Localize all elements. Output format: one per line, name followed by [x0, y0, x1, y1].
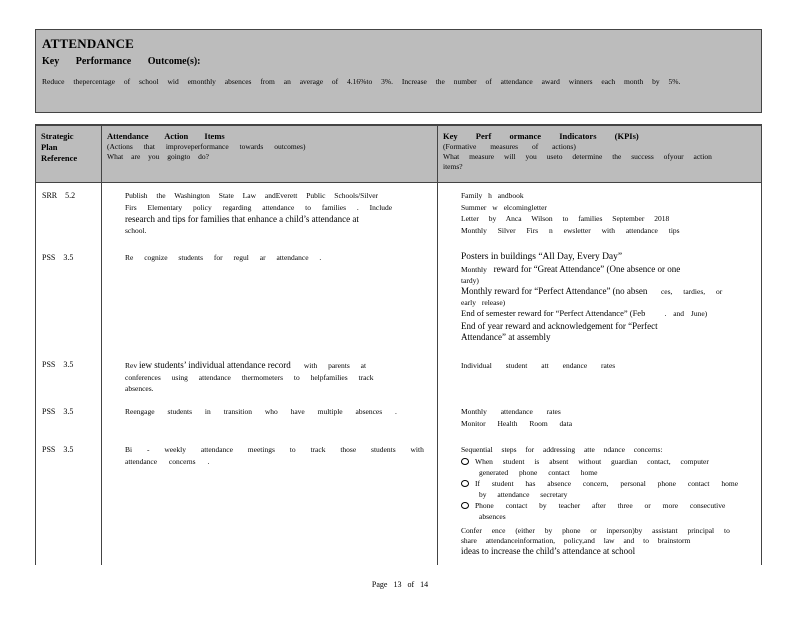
sub-item: [461, 500, 758, 511]
ref-header-line: Strategic: [41, 131, 74, 141]
col-header-action: [107, 131, 432, 162]
header-bottom-rule: [35, 182, 762, 183]
action-line: conferences using attendance thermometers to helpfamilies track: [125, 372, 374, 382]
kpi-item: [443, 213, 758, 225]
kpi-list: [443, 360, 758, 372]
kpi-item: [443, 444, 758, 456]
kpi-header-title: Key Perf ormance Indicators (KPIs): [443, 131, 639, 141]
kpi-text: When student is absent without guardian contact, computer: [475, 456, 709, 466]
sub-item: [461, 456, 758, 467]
kpi-text: ces, tardies, or: [660, 287, 723, 296]
kpi-text: share attendanceinformation, policy,and law and to brainstorm: [461, 536, 691, 545]
kpo-label: Key Performance Outcome(s):: [42, 56, 201, 67]
kpi-text: Monthly: [461, 265, 487, 274]
action-line: absences.: [125, 384, 154, 393]
sub-item: [461, 478, 758, 489]
kpi-text: reward for “Great Attendance” (One absence or one: [493, 264, 681, 274]
ref-header-line: Reference: [41, 153, 78, 163]
page-number: Page 13 of 14: [371, 580, 429, 589]
circle-bullet-icon: [461, 458, 469, 465]
col-divider-2: [437, 124, 438, 565]
kpi-text: End of semester reward for “Perfect Attendance” (Feb: [461, 308, 646, 318]
kpi-item: [443, 202, 758, 214]
outcome-text: Reduce thepercentage of school wid emonthly absences from an average of 4.16%to 3%. Increase the number of attendance award winners each month by 5%.: [42, 77, 681, 86]
sub-list: [443, 456, 758, 522]
action-line: school.: [125, 226, 147, 235]
kpi-item: [443, 263, 758, 276]
kpi-text: Monthly Silver Firs n ewsletter with attendance tips: [461, 225, 680, 235]
action-item: [125, 190, 433, 237]
action-item: Reengage students in transition who have multiple absences .: [125, 407, 397, 416]
action-item: [125, 444, 433, 467]
kpi-text: Posters in buildings “All Day, Every Day”: [461, 252, 623, 262]
kpi-item: [443, 320, 758, 332]
kpi-text: Monitor Health Room data: [461, 418, 573, 428]
kpi-text: Confer ence (either by phone or inperson)by assistant principal to: [461, 525, 730, 535]
kpi-list: [443, 444, 758, 557]
circle-bullet-icon: [461, 480, 469, 487]
kpi-text: End of year reward and acknowledgement for “Perfect: [461, 321, 658, 331]
row-ref: PSS 3.5: [42, 253, 74, 262]
action-text: Rev: [125, 361, 138, 370]
kpi-header-sub: (Formative measures of actions): [443, 142, 576, 151]
kpi-list: [443, 190, 758, 236]
row-ref: PSS 3.5: [42, 407, 74, 416]
kpi-text: generated phone contact home: [479, 467, 598, 477]
kpi-item: [443, 307, 758, 320]
kpi-text: early release): [461, 298, 506, 307]
kpi-header-sub: items?: [443, 162, 463, 171]
kpi-text: by attendance secretary: [479, 489, 568, 499]
action-header-sub: What are you goingto do?: [107, 152, 209, 161]
kpi-list: [443, 251, 758, 343]
kpi-text: . and June): [664, 309, 708, 318]
kpi-text: Monthly attendance rates: [461, 407, 561, 416]
kpi-item: [443, 525, 758, 537]
table-left-border: [35, 124, 36, 565]
ref-header-line: Plan: [41, 142, 58, 152]
action-text: iew students’ individual attendance record: [138, 360, 291, 370]
kpi-text: Attendance” at assembly: [461, 332, 551, 342]
col-header-kpi: [443, 131, 758, 172]
kpi-item: [443, 406, 758, 418]
action-header-sub: (Actions that improveperformance towards outcomes): [107, 142, 306, 151]
kpi-text: tardy): [461, 276, 479, 285]
action-line: Publish the Washington State Law andEverett Public Schools/Silver: [125, 191, 379, 200]
kpi-item: [443, 225, 758, 237]
row-ref: SRR 5.2: [42, 191, 76, 200]
kpi-text: Individual student att endance rates: [461, 361, 616, 370]
action-line: attendance concerns .: [125, 456, 210, 466]
table-right-border: [761, 124, 762, 565]
kpi-item: [443, 418, 758, 430]
kpi-item: [443, 285, 758, 298]
kpi-text: Letter by Anca Wilson to families September 2018: [461, 214, 670, 223]
col-divider-1: [101, 124, 102, 565]
kpi-text: ideas to increase the child’s attendance at school: [461, 546, 636, 556]
action-line: research and tips for families that enhance a child’s attendance at: [125, 214, 359, 224]
row-ref: PSS 3.5: [42, 360, 74, 369]
action-item: Re cognize students for regul ar attendance .: [125, 253, 322, 262]
kpi-text: Summer w elcomingletter: [461, 202, 547, 212]
header-box: [35, 29, 762, 113]
action-line: Bi - weekly attendance meetings to track those students with: [125, 445, 424, 454]
col-header-ref: [41, 131, 77, 164]
kpi-text: Monthly reward for “Perfect Attendance” (no absen: [461, 286, 648, 296]
row-ref: PSS 3.5: [42, 445, 74, 454]
kpi-text: Family h andbook: [461, 191, 524, 200]
action-header-title: Attendance Action Items: [107, 131, 225, 141]
action-item: [125, 360, 433, 395]
kpi-text: If student has absence concern, personal phone contact home: [475, 478, 739, 488]
kpi-list: [443, 406, 758, 429]
kpi-text: absences: [479, 511, 506, 521]
kpi-item: [443, 360, 758, 372]
kpi-text: Sequential steps for addressing atte ndance concerns:: [461, 445, 663, 454]
kpi-item: [443, 190, 758, 202]
action-line: Firs Elementary policy regarding attendance to families . Include: [125, 202, 393, 212]
action-text: with parents at: [303, 361, 367, 370]
kpi-header-sub: What measure will you useto determine the success ofyour action: [443, 152, 712, 161]
circle-bullet-icon: [461, 502, 469, 509]
kpi-item: [443, 251, 758, 263]
page-title: ATTENDANCE: [42, 36, 135, 51]
kpi-text: Phone contact by teacher after three or more consecutive: [475, 500, 726, 510]
